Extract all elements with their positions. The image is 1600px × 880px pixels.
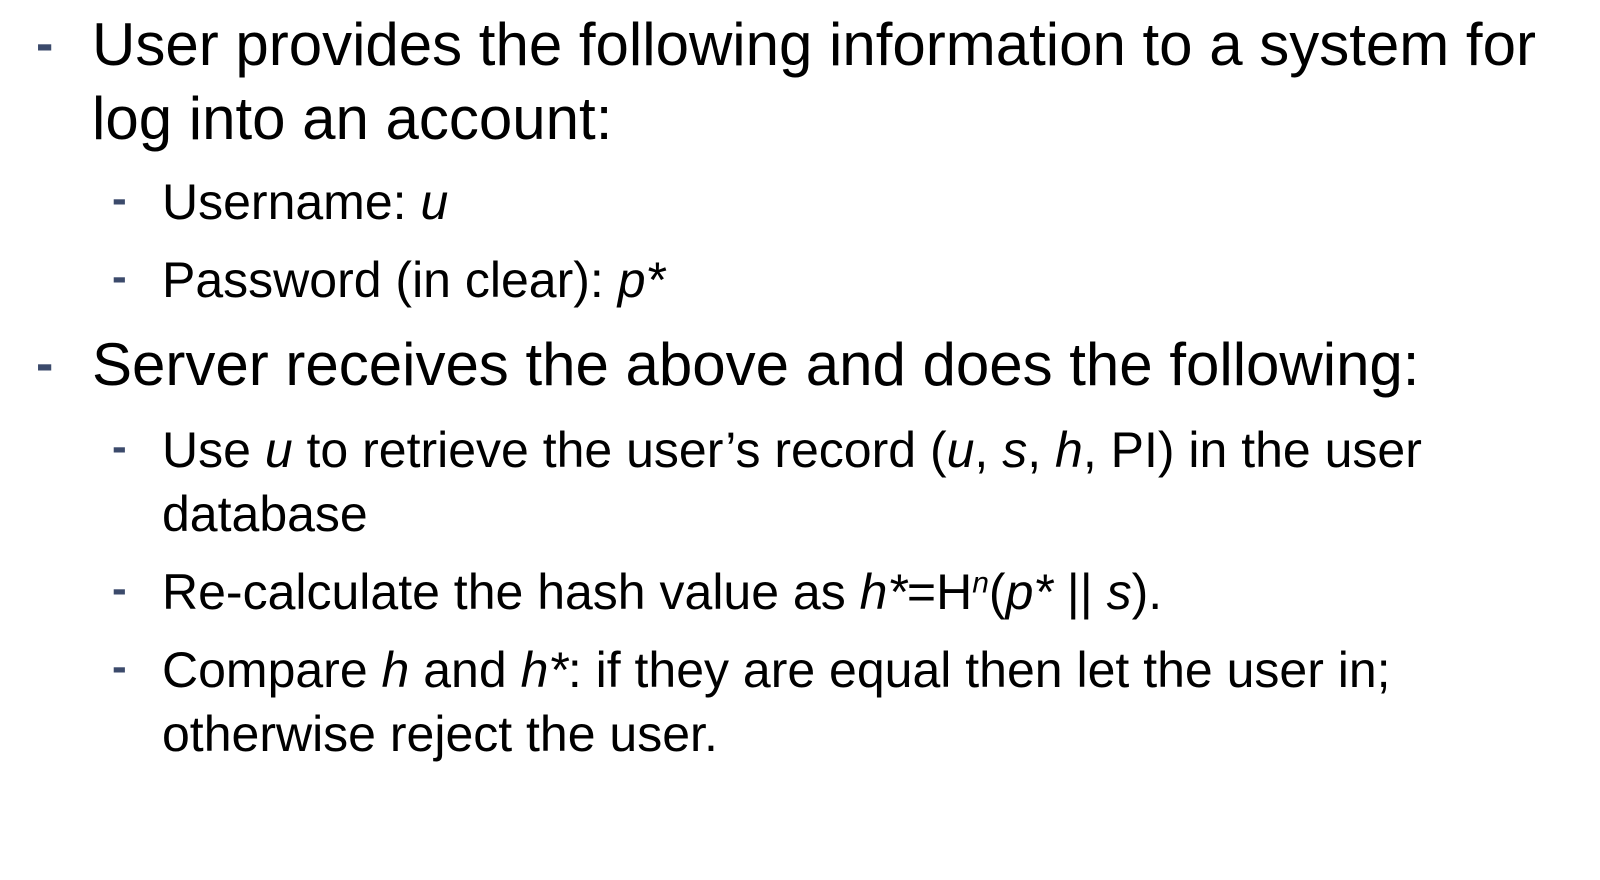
bullet-text-italic: u bbox=[420, 174, 449, 230]
bullet-text-italic: h* bbox=[520, 642, 568, 698]
bullet-text-part: User provides the following information to a system for log into an account: bbox=[92, 11, 1536, 152]
bullet-dash: - bbox=[112, 642, 127, 691]
bullet-text bbox=[162, 560, 1572, 624]
bullet-text-part: , PI) in the user database bbox=[162, 422, 1422, 542]
bullet-text bbox=[92, 8, 1562, 156]
bullet-text bbox=[162, 418, 1422, 546]
bullet-text-italic: h bbox=[381, 642, 410, 698]
bullet-text-italic: u bbox=[946, 422, 975, 478]
bullet-text-italic: p* bbox=[1005, 564, 1053, 620]
bullet-text-part: : if they are equal then let the user in; otherwise reject the user. bbox=[162, 642, 1391, 762]
bullet-text-part: ). bbox=[1131, 564, 1163, 620]
bullet-text bbox=[92, 328, 1562, 402]
bullet-text-italic: u bbox=[264, 422, 293, 478]
bullet-text-italic: s bbox=[1106, 564, 1132, 620]
bullet-dash: - bbox=[36, 15, 54, 73]
bullet-text-part: || bbox=[1052, 564, 1107, 620]
bullet-dash: - bbox=[112, 252, 127, 301]
bullet-text-part: Password (in clear): bbox=[162, 252, 618, 308]
bullet-dash: - bbox=[36, 335, 54, 393]
bullet-dash: - bbox=[112, 422, 127, 471]
bullet-text bbox=[162, 638, 1562, 766]
bullet-text-part: Use bbox=[162, 422, 265, 478]
bullet-text bbox=[162, 248, 1572, 312]
bullet-text-part: Server receives the above and does the following: bbox=[92, 331, 1420, 398]
bullet-text-part: and bbox=[409, 642, 521, 698]
bullet-text-part: to retrieve the user’s record ( bbox=[292, 422, 947, 478]
bullet-text-part: , bbox=[1027, 422, 1056, 478]
bullet-text-part: ( bbox=[988, 564, 1006, 620]
bullet-text-italic: h* bbox=[859, 564, 907, 620]
bullet-text-part: =H bbox=[906, 564, 973, 620]
bullet-text-italic: s bbox=[1002, 422, 1028, 478]
bullet-dash: - bbox=[112, 564, 127, 613]
bullet-text-part: Compare bbox=[162, 642, 382, 698]
bullet-text-italic: h bbox=[1055, 422, 1083, 478]
bullet-text bbox=[162, 170, 1572, 234]
bullet-text-part: Username: bbox=[162, 174, 421, 230]
bullet-text-part: Re-calculate the hash value as bbox=[162, 564, 860, 620]
bullet-dash: - bbox=[112, 174, 127, 223]
bullet-text-superscript: n bbox=[972, 566, 989, 600]
bullet-text-part: , bbox=[974, 422, 1003, 478]
bullet-text-italic: p* bbox=[617, 252, 665, 308]
